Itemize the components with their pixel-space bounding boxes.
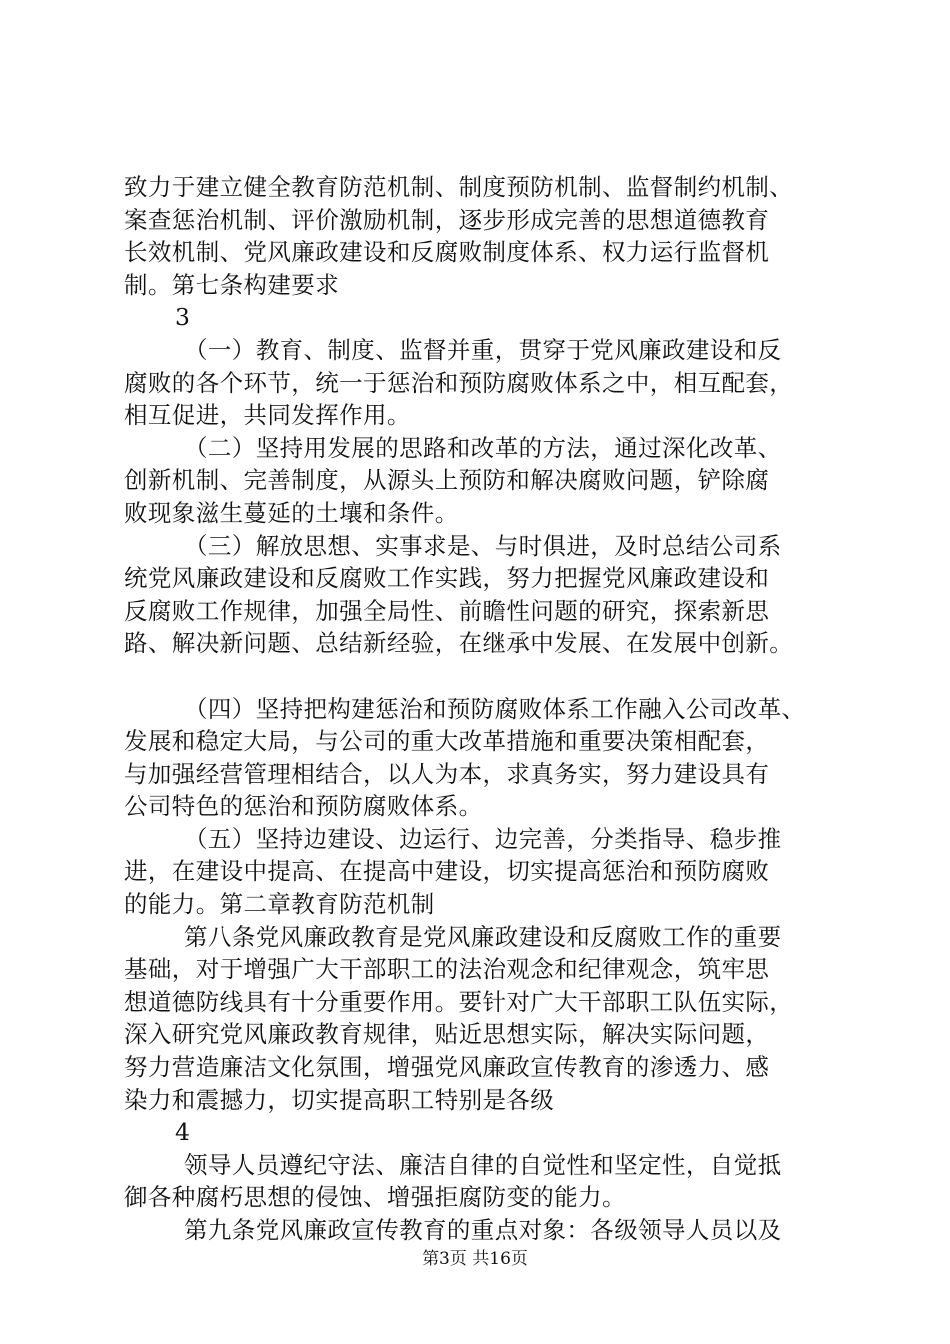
text-line: （一）教育、制度、监督并重，贯穿于党风廉政建设和反: [184, 335, 782, 364]
text-line: 深入研究党风廉政教育规律，贴近思想实际，解决实际问题，: [124, 1020, 770, 1049]
page-number-marker: 3: [175, 303, 191, 332]
text-line: （五）坚持边建设、边运行、边完善，分类指导、稳步推: [184, 824, 782, 853]
text-line: 路、解决新问题、总结新经验，在继承中发展、在发展中创新。: [124, 629, 794, 658]
text-line: 发展和稳定大局，与公司的重大改革措施和重要决策相配套，: [124, 727, 770, 756]
text-line: 创新机制、完善制度，从源头上预防和解决腐败问题，铲除腐: [124, 466, 770, 495]
text-line: 染力和震撼力，切实提高职工特别是各级: [124, 1085, 555, 1114]
text-line: 案查惩治机制、评价激励机制，逐步形成完善的思想道德教育: [124, 205, 770, 234]
text-line: 相互促进，共同发挥作用。: [124, 401, 411, 430]
text-line: 败现象滋生蔓延的土壤和条件。: [124, 498, 459, 527]
page-number-marker: 4: [175, 1118, 191, 1147]
text-line: 致力于建立健全教育防范机制、制度预防机制、监督制约机制、: [124, 173, 794, 201]
text-line: 努力营造廉洁文化氛围，增强党风廉政宣传教育的渗透力、感: [124, 1053, 770, 1082]
text-line: 第八条党风廉政教育是党风廉政建设和反腐败工作的重要: [184, 922, 782, 951]
page-footer: 第3页 共16页: [422, 1249, 528, 1269]
blank-line: [124, 660, 848, 693]
text-line: 反腐败工作规律，加强全局性、前瞻性问题的研究，探索新思: [124, 596, 770, 625]
text-line: （二）坚持用发展的思路和改革的方法，通过深化改革、: [184, 433, 782, 462]
text-line: 想道德防线具有十分重要作用。要针对广大干部职工队伍实际，: [124, 987, 794, 1016]
text-line: 领导人员遵纪守法、廉洁自律的自觉性和坚定性，自觉抵: [184, 1150, 782, 1179]
text-line: （三）解放思想、实事求是、与时俱进，及时总结公司系: [184, 531, 782, 560]
text-line: 长效机制、党风廉政建设和反腐败制度体系、权力运行监督机: [124, 238, 770, 267]
text-line: 的能力。第二章教育防范机制: [124, 890, 435, 919]
text-line: （四）坚持把构建惩治和预防腐败体系工作融入公司改革、: [184, 694, 806, 723]
text-line: 与加强经营管理相结合，以人为本，求真务实，努力建设具有: [124, 759, 770, 788]
text-line: 制。第七条构建要求: [124, 270, 340, 299]
text-line: 御各种腐朽思想的侵蚀、增强拒腐防变的能力。: [124, 1183, 626, 1212]
text-line: 第九条党风廉政宣传教育的重点对象：各级领导人员以及: [184, 1216, 782, 1244]
text-line: 基础，对于增强广大干部职工的法治观念和纪律观念，筑牢思: [124, 955, 770, 984]
text-line: 进，在建设中提高、在提高中建设，切实提高惩治和预防腐败: [124, 857, 770, 886]
text-line: 腐败的各个环节，统一于惩治和预防腐败体系之中，相互配套，: [124, 368, 794, 397]
text-line: 统党风廉政建设和反腐败工作实践，努力把握党风廉政建设和: [124, 564, 770, 593]
body-text: [124, 171, 848, 1247]
text-line: 公司特色的惩治和预防腐败体系。: [124, 792, 483, 821]
